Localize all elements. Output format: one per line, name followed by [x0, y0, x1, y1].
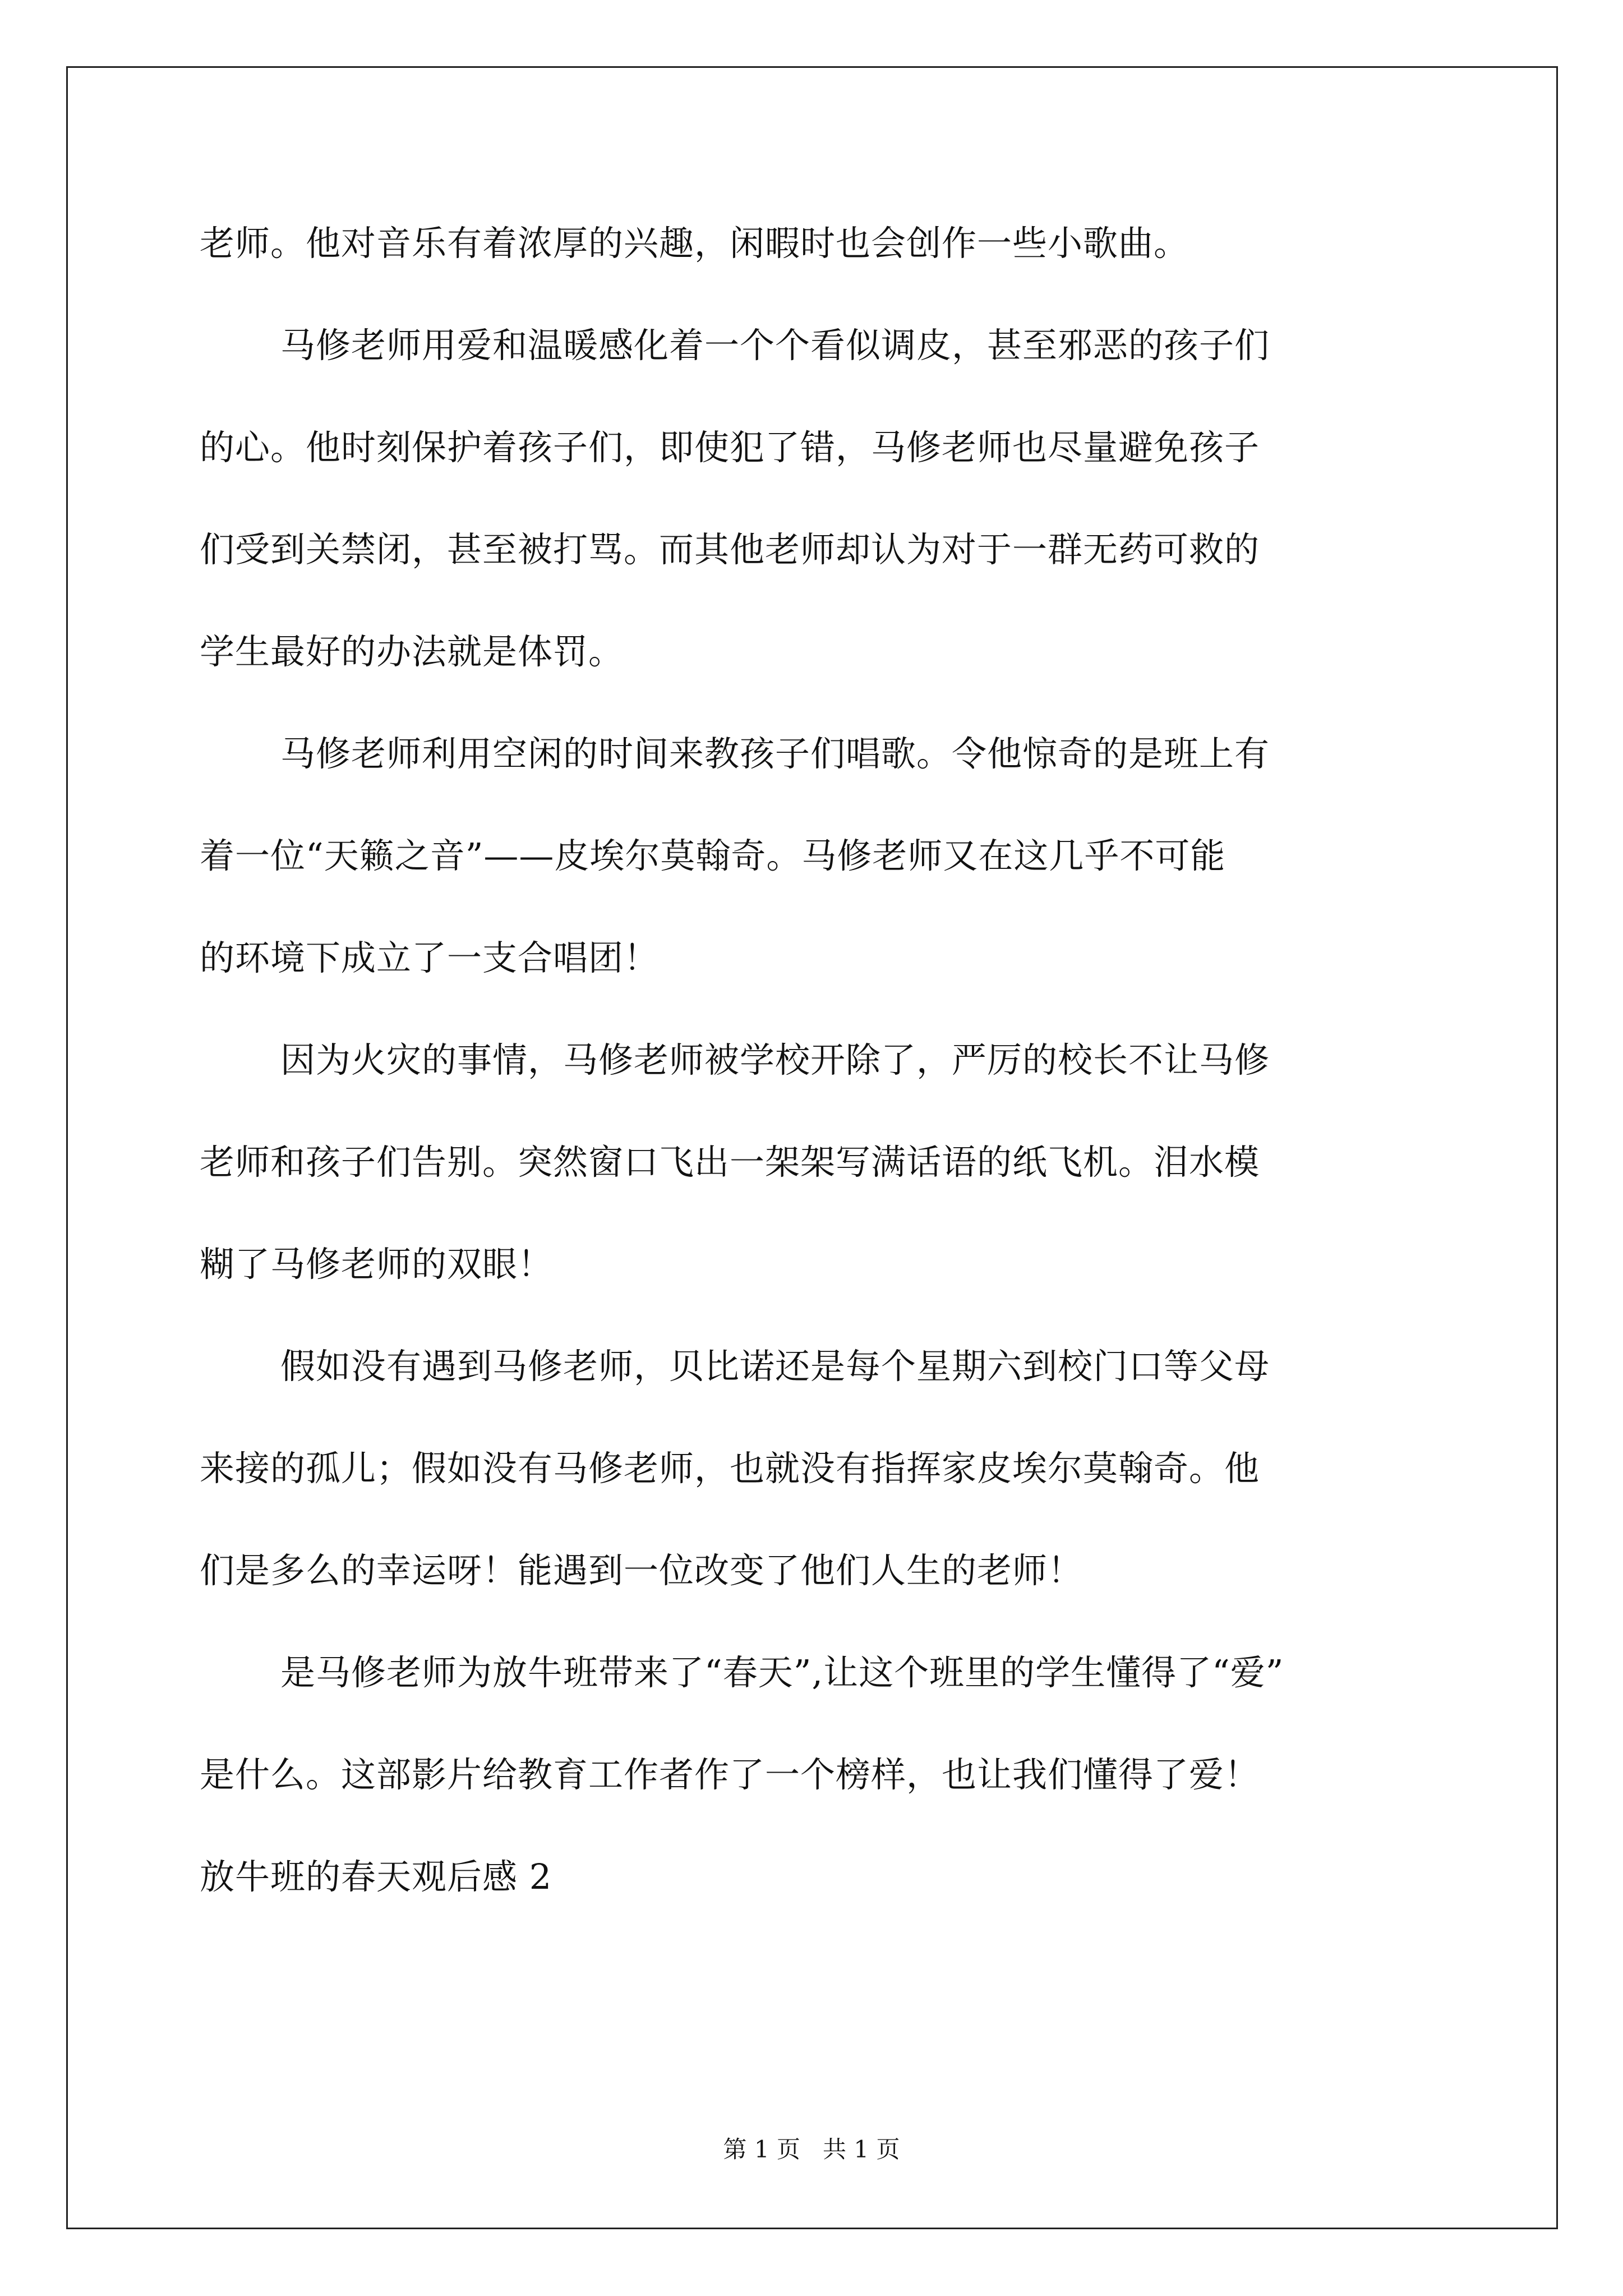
text-line: 学生最好的办法就是体罚。	[200, 631, 624, 672]
paragraph-start-line: 马修老师利用空闲的时间来教孩子们唱歌。令他惊奇的是班上有	[280, 733, 1270, 774]
page-footer: 第 1 页 共 1 页	[723, 2136, 900, 2163]
paragraph-start-line: 因为火灾的事情，马修老师被学校开除了，严厉的校长不让马修	[280, 1039, 1270, 1080]
paragraph-start-line: 假如没有遇到马修老师，贝比诺还是每个星期六到校门口等父母	[280, 1346, 1270, 1387]
text-line: 是什么。这部影片给教育工作者作了一个榜样，也让我们懂得了爱！	[200, 1754, 1260, 1795]
text-line: 糊了马修老师的双眼！	[200, 1244, 554, 1285]
text-line: 们受到关禁闭，甚至被打骂。而其他老师却认为对于一群无药可救的	[200, 529, 1260, 570]
text-line: 的环境下成立了一支合唱团！	[200, 937, 660, 978]
section-heading: 放牛班的春天观后感 2	[200, 1856, 552, 1897]
text-line: 的心。他时刻保护着孩子们，即使犯了错，马修老师也尽量避免孩子	[200, 427, 1260, 468]
text-line: 着一位“天籁之音”——皮埃尔莫翰奇。马修老师又在这几乎不可能	[200, 835, 1226, 876]
paragraph-start-line: 马修老师用爱和温暖感化着一个个看似调皮，甚至邪恶的孩子们	[280, 325, 1270, 366]
text-line: 老师。他对音乐有着浓厚的兴趣，闲暇时也会创作一些小歌曲。	[200, 223, 1189, 264]
text-line: 们是多么的幸运呀！能遇到一位改变了他们人生的老师！	[200, 1550, 1083, 1591]
text-line: 来接的孤儿；假如没有马修老师，也就没有指挥家皮埃尔莫翰奇。他	[200, 1448, 1260, 1489]
paragraph-start-line: 是马修老师为放牛班带来了“春天”,让这个班里的学生懂得了“爱”	[280, 1652, 1284, 1693]
text-line: 老师和孩子们告别。突然窗口飞出一架架写满话语的纸飞机。泪水模	[200, 1142, 1260, 1182]
